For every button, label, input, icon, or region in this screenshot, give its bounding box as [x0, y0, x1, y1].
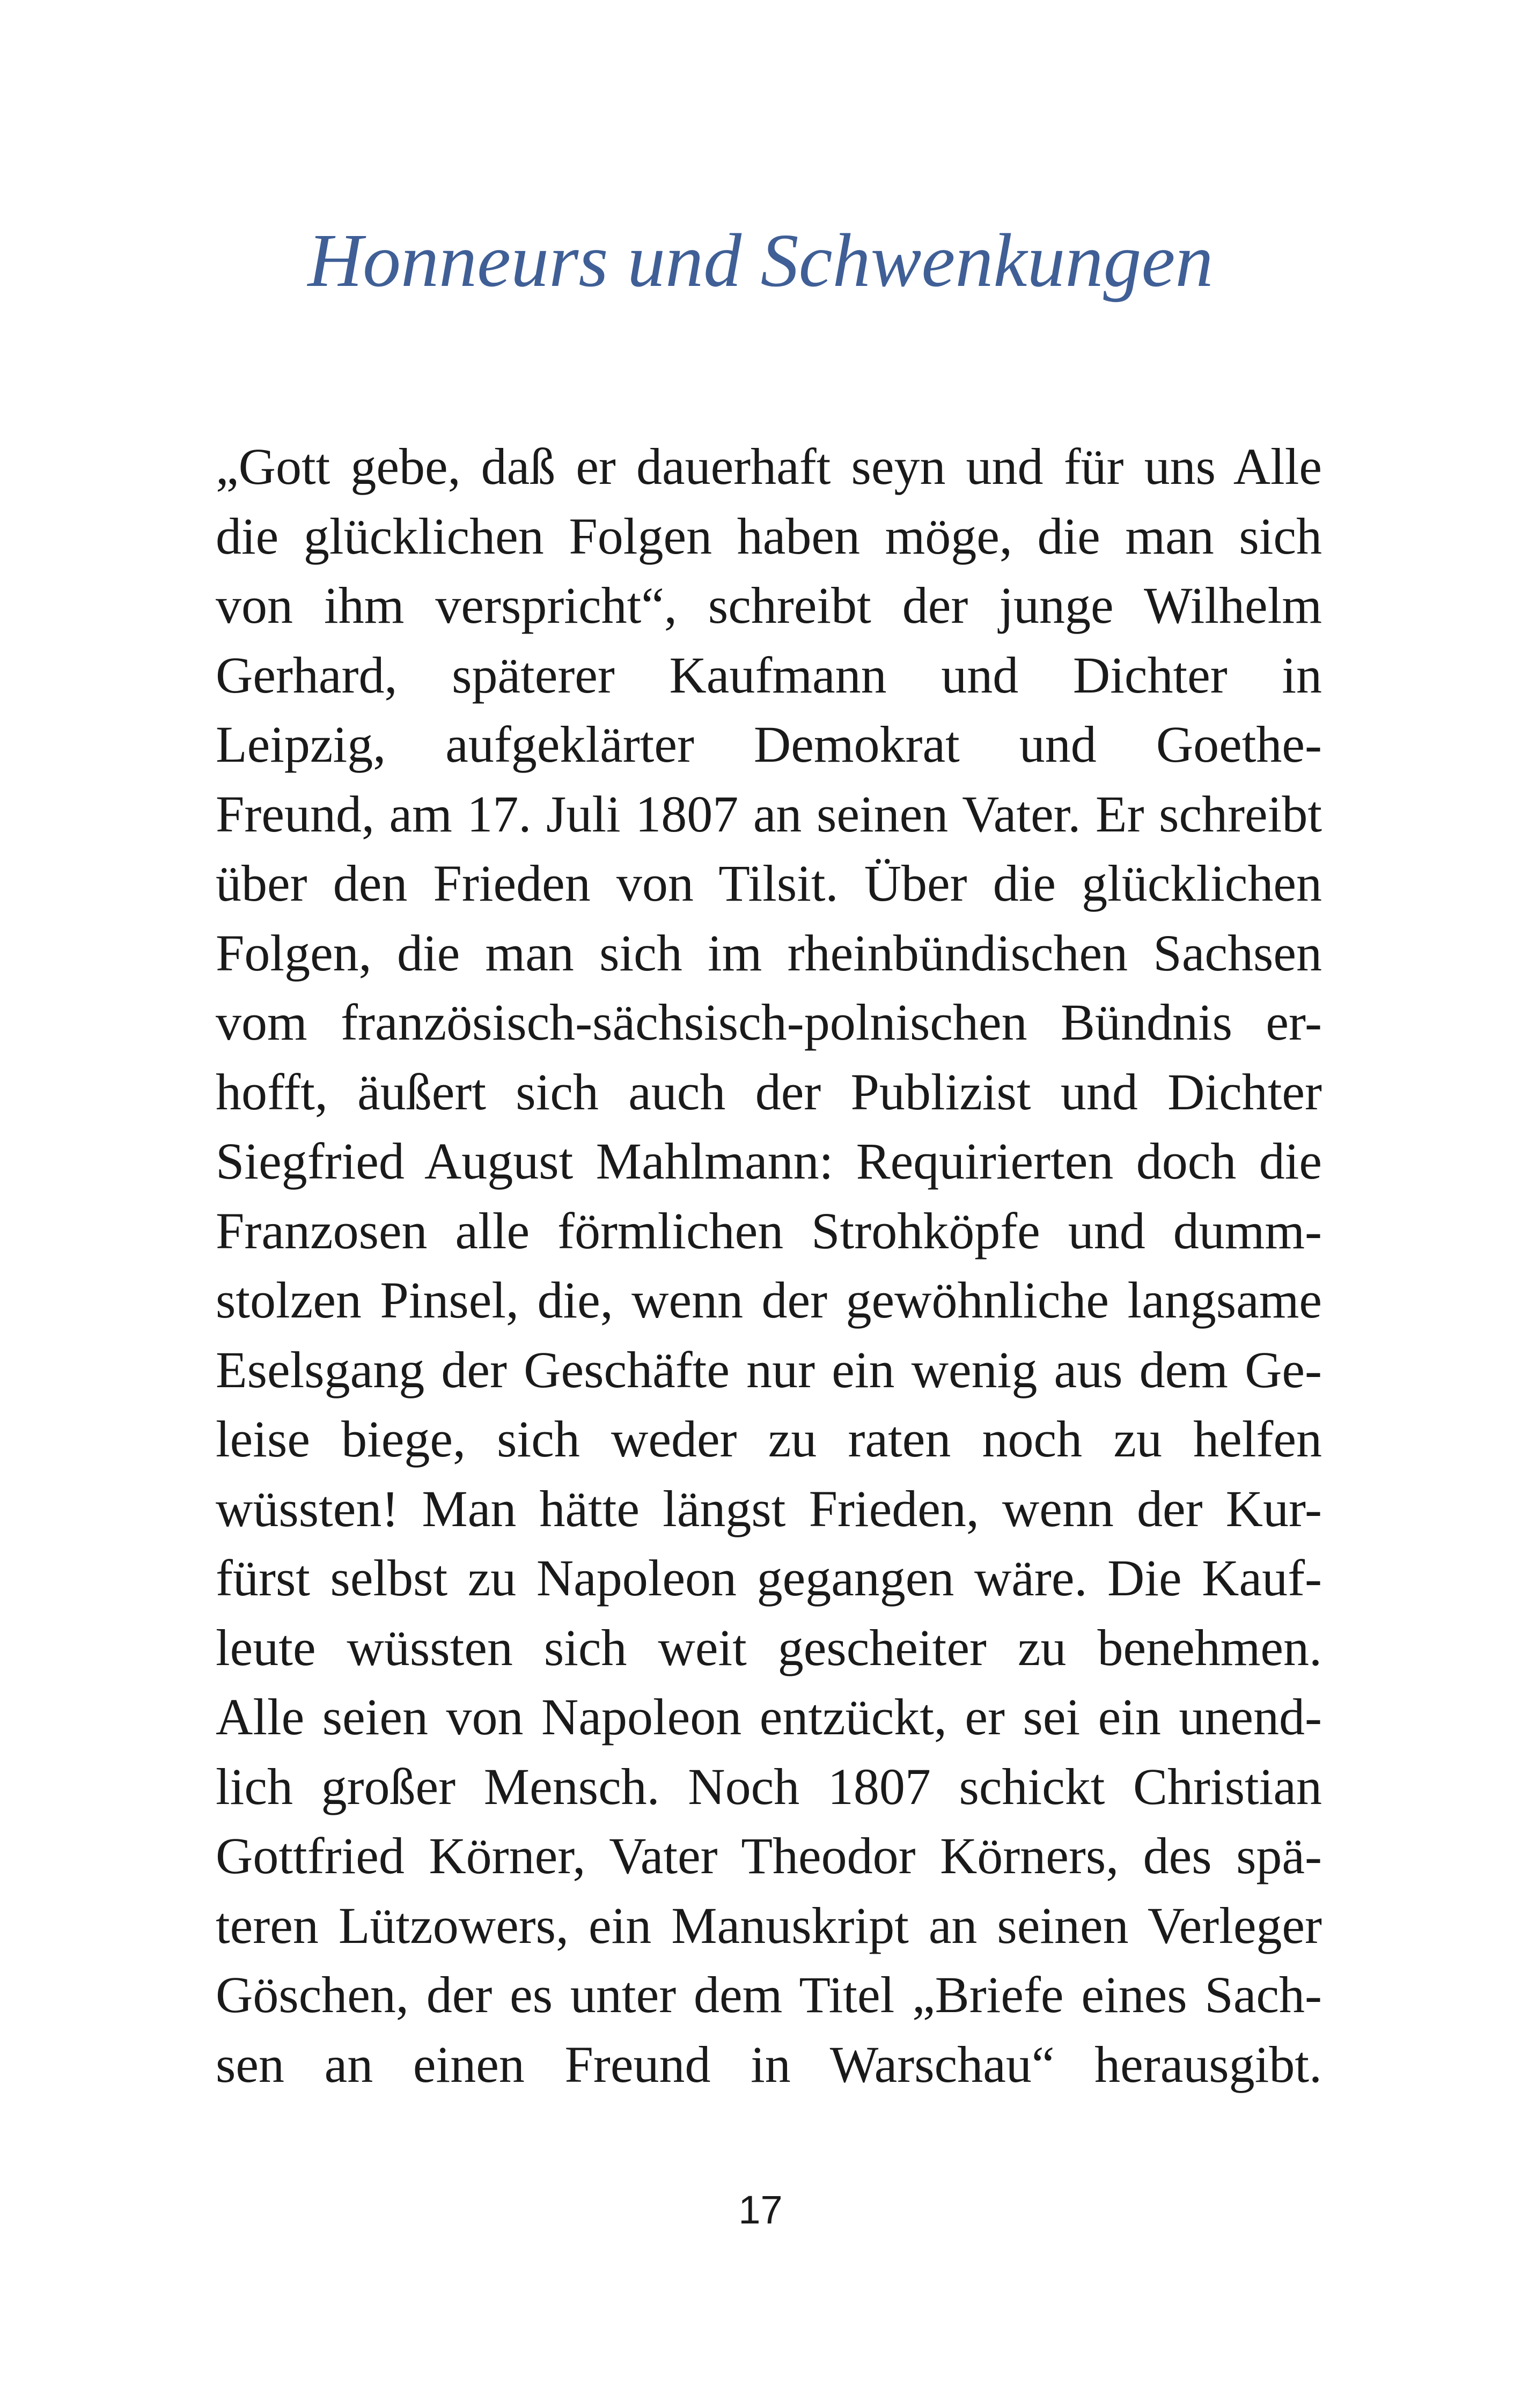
text-line: über den Frieden von Tilsit. Über die glücklichen — [216, 855, 1322, 912]
page-number: 17 — [738, 2188, 783, 2232]
text-line: lich großer Mensch. Noch 1807 schickt Christian — [216, 1757, 1322, 1815]
text-line: leise biege, sich weder zu raten noch zu helfen — [216, 1410, 1322, 1468]
text-line: „Gott gebe, daß er dauerhaft seyn und für uns Alle — [216, 438, 1322, 495]
text-line: wüssten! Man hätte längst Frieden, wenn der Kur- — [216, 1479, 1322, 1537]
text-line: Franzosen alle förmlichen Strohköpfe und dumm- — [216, 1202, 1322, 1260]
text-line: fürst selbst zu Napoleon gegangen wäre. Die Kauf- — [216, 1549, 1322, 1607]
text-line: teren Lützowers, ein Manuskript an seinen Verleger — [216, 1896, 1322, 1954]
text-line: vom französisch-sächsisch-polnischen Bündnis er- — [216, 993, 1322, 1051]
text-line: Siegfried August Mahlmann: Requirierten doch die — [216, 1132, 1322, 1190]
text-line: hofft, äußert sich auch der Publizist und Dichter — [216, 1063, 1322, 1121]
text-line: stolzen Pinsel, die, wenn der gewöhnliche langsame — [216, 1271, 1322, 1329]
text-line: sen an einen Freund in Warschau“ herausgibt. — [216, 2035, 1322, 2093]
text-line: Freund, am 17. Juli 1807 an seinen Vater. Er schreibt — [216, 785, 1322, 843]
text-line: Göschen, der es unter dem Titel „Briefe eines Sach- — [216, 1966, 1322, 2023]
text-line: leute wüssten sich weit gescheiter zu benehmen. — [216, 1618, 1322, 1676]
body-paragraph — [216, 432, 1322, 2099]
text-line: Folgen, die man sich im rheinbündischen Sachsen — [216, 924, 1322, 982]
text-line: Eselsgang der Geschäfte nur ein wenig aus dem Ge- — [216, 1341, 1322, 1398]
text-line: von ihm verspricht“, schreibt der junge Wilhelm — [216, 577, 1322, 634]
text-line: Gottfried Körner, Vater Theodor Körners, des spä- — [216, 1827, 1322, 1884]
text-line: die glücklichen Folgen haben möge, die man sich — [216, 507, 1322, 565]
text-line: Leipzig, aufgeklärter Demokrat und Goethe- — [216, 716, 1322, 773]
chapter-title: Honneurs und Schwenkungen — [307, 218, 1214, 303]
text-line: Gerhard, späterer Kaufmann und Dichter in — [216, 646, 1322, 704]
text-line: Alle seien von Napoleon entzückt, er sei ein unend- — [216, 1688, 1322, 1746]
